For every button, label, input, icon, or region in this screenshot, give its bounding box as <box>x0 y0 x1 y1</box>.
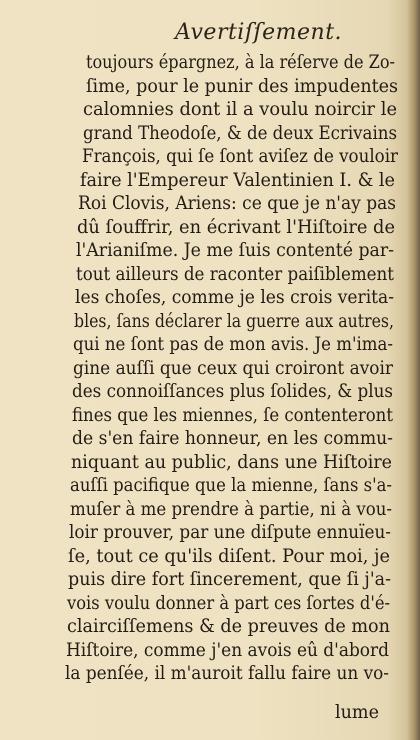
text-line: ſe, tout ce qu'ils diſent. Pour moi, je <box>68 544 390 567</box>
text-line: fines que les miennes, ſe contenteront <box>72 403 393 426</box>
text-line: clairciſſemens & de preuves de mon <box>67 615 390 637</box>
catchword: lume <box>335 701 379 723</box>
text-line: François, qui ſe ſont aviſez de vouloir <box>82 145 398 167</box>
text-line: la penſée, il m'auroit fallu faire un vo- <box>65 662 389 684</box>
text-line: dû ſouffrir, en écrivant l'Hiſtoire de <box>77 215 395 238</box>
text-line: loir prouver, par une diſpute ennuïeu- <box>69 521 391 543</box>
text-line: bles, ſans déclarer la guerre aux autres, <box>74 309 394 332</box>
text-line: Roi Clovis, Ariens: ce que je n'ay pas <box>78 192 396 214</box>
text-line: gine auſſi que ceux qui croiront avoir <box>73 356 393 379</box>
text-line: l'Arianiſme. Je me ſuis contenté par- <box>76 239 394 261</box>
text-line: faire l'Empereur Valentinien I. & le <box>80 168 395 191</box>
text-line: calomnies dont il a voulu noircir le <box>83 98 397 120</box>
body-text <box>0 50 420 730</box>
text-line: ſime, pour le punir des impudentes <box>86 74 398 97</box>
text-line: des connoiſſances plus ſolides, & plus <box>72 380 393 402</box>
text-line: les choſes, comme je les crois verita- <box>75 286 394 308</box>
text-line: tout ailleurs de raconter paiſiblement <box>76 262 394 285</box>
text-line: vois voulu donner à part ces ſortes d'é- <box>67 591 390 614</box>
text-line: grand Theodoſe, & de deux Ecrivains <box>83 121 397 144</box>
text-line: muſer à me prendre à partie, ni à vou- <box>70 497 392 520</box>
text-line: toujours épargnez, à la réſerve de Zo- <box>86 51 395 73</box>
text-line: puis dire fort ſincerement, que ſi j'a- <box>68 568 391 590</box>
running-head: Avertiſſement. <box>175 20 343 45</box>
text-line: qui ne ſont pas de mon avis. Je m'ima- <box>73 333 393 355</box>
text-line: niquant au public, dans une Hiſtoire <box>71 450 392 473</box>
text-line: Hiſtoire, comme j'en avois eû d'abord <box>66 638 389 661</box>
text-line: de s'en faire honneur, en les commu- <box>72 427 393 449</box>
text-line: auſſi pacifique que la mienne, ſans s'a- <box>70 474 392 496</box>
